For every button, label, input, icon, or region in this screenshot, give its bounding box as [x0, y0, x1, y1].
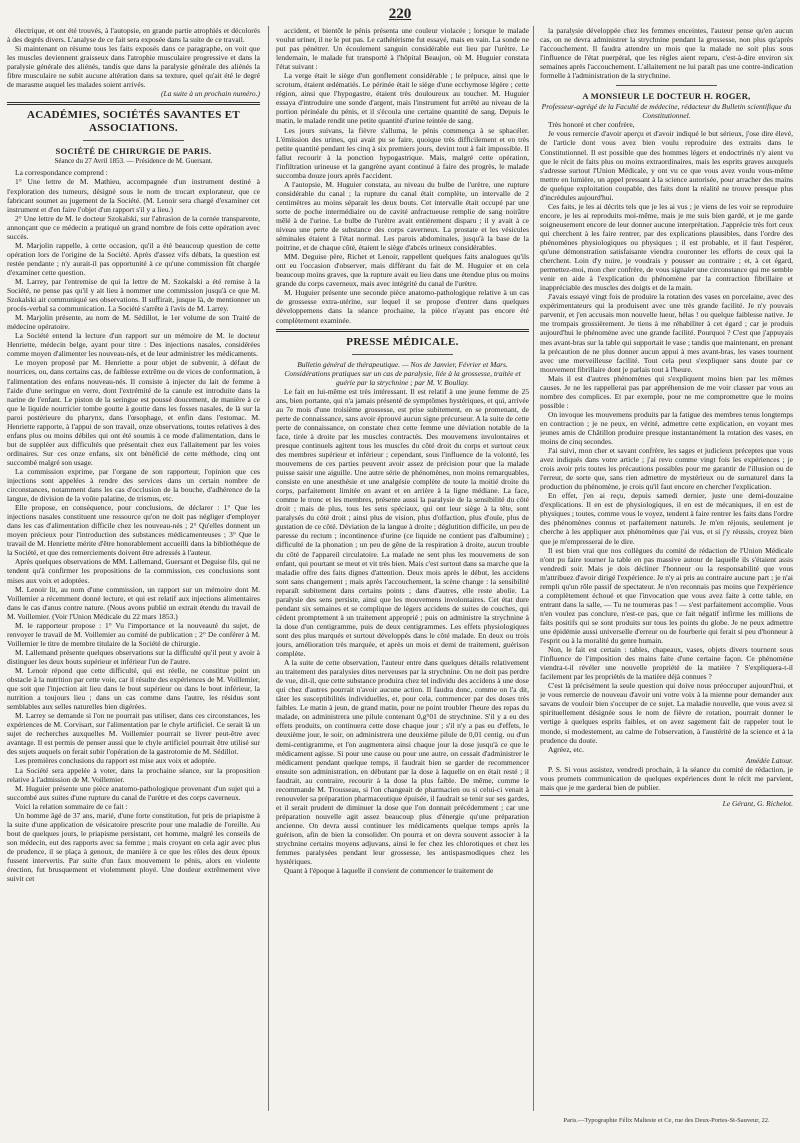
letter-addressee: A MONSIEUR LE DOCTEUR H. ROGER, — [582, 91, 751, 102]
paragraph: Les premières conclusions du rapport est mise aux voix et adoptée. — [15, 756, 216, 766]
paragraph: Elle propose, en conséquence, pour conclusions, de déclarer : 1° Que les injections nasales constituent une ressource qu'on ne doit pas négliger d'employer dans les cas d'alimentation difficile chez les nouveau-nés ; 2° Qu'elles donnent un moyen précieux pour l'introduction des substances médicamenteuses ; 3° Que le travail de M. Henriette mérite d'être honorablement accueilli dans la bibliothèque de la Société, et que des remerciements doivent être adressés à l'auteur. — [7, 503, 260, 558]
paragraph: M. Huguier présente une seconde pièce anatomo-pathologique relative à un cas de grossesse extra-utérine, sur lequel il se propose d'entrer dans quelques développemens dans la séance prochaine, la pièce n'ayant pas encore été complètement examinée. — [276, 288, 529, 325]
article-title: Considérations pratiques sur un cas de paralysie, liée à la grossesse, traitée et guérie par la strychnine ; par M. V. Boullay. — [284, 368, 521, 387]
paragraph: M. Marjolin rappelle, à cette occasion, qu'il a été beaucoup question de cette opération lors de l'origine de la Société. Après d'assez vifs débats, la question est restée pendante ; n'y aurait-il pas opportunité à ce qu'une commission fût chargée d'examiner cette question. — [7, 240, 260, 277]
paragraph: M. Lallemand présente quelques observations sur la difficulté qu'il peut y avoir à distinguer les deux bouts supérieur et inférieur l'un de l'autre. — [7, 647, 260, 666]
paragraph: En effet, j'en ai reçu, depuis samedi dernier, juste une demi-douzaine d'explications. Il en est de physiologiques, il en est de mécaniques, il en est de physiques ; toutes, comme vous le voyez, tendent à faire rentrer les faits dans l'ordre des phénomènes connus et parfaitement naturels. Je m'en réjouis, seulement je cherche à les appliquer aux phénomènes que j'ai vus, et si j'y réussis, croyez bien que je m'empresserai de le dire. — [540, 491, 793, 546]
paragraph: Après quelques observations de MM. Lallemand, Guersant et Deguise fils, qui ne tendent qu'à confirmer les propositions de la commission, ces conclusions sont mises aux voix et adoptées. — [7, 557, 260, 585]
printer-line: Paris.—Typographie Félix Malteste et Ce, rue des Deux-Portes-St-Sauveur, 22. — [563, 1117, 770, 1124]
column-right — [540, 26, 793, 1111]
section-title: PRESSE MÉDICALE. — [346, 335, 459, 348]
paragraph: J'avais essayé vingt fois de produire la rotation des vases en porcelaine, avec des expérimentateurs qui la produisent avec une très grande facilité. Je n'y pouvais parvenir, et j'en accusais mon nouvelle lueur, hélas ! ou quelque faiblesse native. Je me trompais grossièrement. Je tiens à me réhabiliter à cet égard ; car je produis aujourd'hui le phénomène avec une grande facilité. Pourquoi ? C'est que j'appuyais mes avant-bras sur la table qui supportait le vase ; tandis que maintenant, en prenant la précaution de ne plus donner aucun appui à mes avant-bras, les vases tournent avec une merveilleuse facilité. Tout cela peut s'expliquer sans doute par ce mouvement fibrillaire dont je parlais tout à l'heure. — [540, 292, 793, 374]
paragraph: M. Huguier présente une pièce anatomo-pathologique provenant d'un sujet qui a succombé aux suites d'une rupture du canal de l'urètre et des corps caverneux. — [7, 783, 260, 802]
manager-signature: Le Gérant, G. Richelot. — [722, 798, 793, 808]
paragraph: MM. Deguise père, Richet et Lenoir, rappellent quelques faits analogues qu'ils ont eu l'occasion d'observer, mais différant du fait de M. Huguier et en cela beaucoup moins graves, que la rupture avait eu lieu dans une étendue plus ou moins grande du corps caverneux, mais avec intégrité du canal de l'urètre. — [276, 252, 529, 289]
divider — [83, 140, 184, 141]
bulletin-line: Bulletin général de thérapeutique. — Nos de Janvier, Février et Mars. — [297, 359, 508, 369]
paragraph: 2° Une lettre de M. le docteur Szokalski, sur l'abrasion de la cornée transparente, annonçant que ce médecin a pratiqué un grand nombre de fois cette opération avec succès. — [7, 213, 260, 241]
column-divider — [268, 26, 269, 1111]
paragraph: Voici la relation sommaire de ce fait : — [15, 801, 128, 811]
paragraph: 1° Une lettre de M. Mathieu, accompagnée d'un instrument destiné à l'exploration des tumeurs, désigné sous le nom de trocart explorateur, que ce fabricant soumet au jugement de la Société. (M. Lenoir sera chargé d'examiner cet instrument et d'en faire l'objet d'un rapport s'il y a lieu.) — [7, 177, 260, 214]
closing: Agréez, etc. — [548, 744, 585, 754]
paragraph: La verge était le siège d'un gonflement considérable ; le prépuce, ainsi que le scrotum, étaient œdématiés. Le périnée était le siège d'une ecchymose légère ; cette région, ainsi que l'hypogastre, étaient très douloureux au toucher. M. Huguier essaya d'introduire une sonde d'argent, mais l'instrument fut arrêté au niveau de la portion périnéale du pénis, et il s'écoula une certaine quantité de sang. Depuis le matin, le malade rendit une petite quantité d'urine teintée de sang. — [276, 71, 529, 126]
paragraph: P. S. Si vous assistez, vendredi prochain, à la séance du comité de rédaction, je vous promets communication de quelques expériences dont le récit me parvient, mais que je me garderai bien de publier. — [540, 764, 793, 792]
signature: Amédée Latour. — [745, 755, 793, 765]
society-title: SOCIÉTÉ DE CHIRURGIE DE PARIS. — [55, 146, 212, 157]
paragraph: Mais il est d'autres phénomènes qui s'expliquent moins bien par les mêmes causes. Je ne les rappellerai pas par appréhension de me voir classer par vous au nombre des complices. Et par exemple, pour ne me compromettre que le moins possible : — [540, 373, 793, 410]
column-middle — [276, 26, 529, 1111]
paragraph: La Société entend la lecture d'un rapport sur un mémoire de M. le docteur Henriette, médecin belge, ayant pour titre : Des injections nasales, considérées comme moyen d'alimenter les nouveau-nés, et de leur administrer les médicaments. — [7, 331, 260, 359]
paragraph: la paralysie développée chez les femmes enceintes, l'auteur pense qu'en aucun cas, on ne devra administrer la strychnine pendant la grossesse, non plus qu'après l'accouchement. Il faudra attendre un mois que la malade ne soit plus sous l'influence de l'état puerpéral, que les règles aient reparu, c'est-à-dire environ six semaines après l'accouchement. L'allaitement ne lui paraît pas une contre-indication formelle à l'administration de la strychnine. — [540, 26, 793, 81]
paragraph: électrique, et ont été trouvés, à l'autopsie, en grande partie atrophiés et décolorés à des degrés divers. L'analyse de ce fait sera exposée dans la suite de ce travail. — [7, 26, 260, 45]
divider — [540, 795, 793, 796]
divider — [352, 354, 453, 355]
section-rule — [276, 329, 529, 332]
paragraph: M. Marjolin présente, au nom de M. Sédillot, le 1er volume de son Traité de médecine opératoire. — [7, 313, 260, 332]
paragraph: Je vous remercie d'avoir aperçu et d'avoir indiqué le but sérieux, j'ose dire élevé, de l'article dont vous avez bien voulu reproduire des extraits dans le Constitutionnel. Il est possible que des hommes légers et endoctrinés n'y aient vu que le récit de faits plus ou moins extraordinaires, mais les esprits graves auxquels s'adresse surtout l'Union Médicale, y ont vu ce que vous avez voulu vous-même mettre en lumière, un appel pressant à la science autorisée, pour arracher des mains de quelque exploitation coupable, des faits dont la réalité ne trouve presque plus d'incrédules aujourd'hui. — [540, 129, 793, 202]
paragraph: Si maintenant on résume tous les faits exposés dans ce paragraphe, on voit que les muscles deviennent graisseux dans l'atrophie musculaire progressive et dans la paralysie générale des aliénés, tandis que dans la paralysie générale des aliénés la fibre musculaire ne subit aucune altération dans sa texture, quel qu'ait été le degré de marasme auquel les malades soient arrivés. — [7, 44, 260, 90]
paragraph: accident, et bientôt le pénis présenta une couleur violacée ; lorsque le malade voulut uriner, il ne le put pas. Le cathétérisme fut essayé, mais en vain. La sonde ne put pas pénétrer. Un écoulement sanguin considérable eut lieu par l'urètre. Le lendemain, le malade fut transporté à l'hôpital Beaujon, où M. Huguier constata l'état suivant : — [276, 26, 529, 72]
paragraph: La Société sera appelée à voter, dans la prochaine séance, sur la proposition relative à l'admission de M. Voillemier. — [7, 765, 260, 784]
paragraph: A l'autopsie, M. Huguier constata, au niveau du bulbe de l'urètre, une rupture considérable du canal ; la rupture du canal était complète, un intervalle de 2 centimètres au moins séparait les deux bouts. Cet intervalle était occupé par une sorte de poche intermédiaire ou de cavité anfractueuse remplie de sang noirâtre mêlé à de l'urine. Le bulbe de l'urètre avait entièrement disparu ; il y avait à ce niveau une perte de substance des corps caverneux. La prostate et les vésicules séminales étaient à l'état normal. Les parois abdominales, jusqu'à la base de la poitrine, et de chaque côté, étaient le siège d'abcès urineux considérables. — [276, 179, 529, 253]
paragraph: Non, le fait est certain : tables, chapeaux, vases, objets divers tournent sous l'influence de l'imposition des mains faite d'une certaine façon. Ce phénomène viendra-t-il révéler une nouvelle propriété de la matière ? S'expliquera-t-il facilement par les propriétés de la matière déjà connues ? — [540, 645, 793, 682]
salutation: Très honoré et cher confrère, — [548, 120, 635, 130]
continued-note: (La suite à un prochain numéro.) — [160, 89, 260, 99]
paragraph: Le moyen proposé par M. Henriette a pour objet de subvenir, à défaut de nourrices, ou, dans certains cas, de faiblesse extrême ou de vices de conformation, à l'alimentation des enfans nouveau-nés. Il consiste à injecter du lait de femme à l'aide d'une seringue en verre, dont l'extrémité de la canule est introduite dans la narine de l'enfant. Le piston de la seringue est poussé doucement, de manière à ce que le liquide nourricier tombe goutte à goutte dans les fosses nasales, de là sur la paroi postérieure du pharynx, dans l'œsophage, et enfin dans l'estomac. M. Henriette rapporte, à l'appui de son travail, onze observations, toutes relatives à des enfans plus ou moins débiles qui ont été soumis à ce mode d'alimentation, dans le but de suppléer aux difficultés que présentait chez eux l'allaitement par les voies ordinaires. Sur ces onze enfans, six ont bénéficié de cette méthode, cinq ont succombé malgré son usage. — [7, 358, 260, 467]
paragraph: A la suite de cette observation, l'auteur entre dans quelques détails relativement au traitement des paralysies dites nerveuses par la strychnine. On ne doit pas perdre de vue, dit-il, que cette substance produira chez tel individu des accidens à une dose qui chez d'autres pourrait n'avoir aucune action. Il faudra donc, comme on l'a dit, tâter les susceptibilités individuelles, et, pour cela, commencer par des doses très faibles. Le matin à jeun, de grand matin, pour ne point troubler l'heure des repas du malade, on administrera une pilule contenant 0,g°01 de strychnine. S'il y a eu des effets produits, on continuera cette dose chaque jour ; s'il n'y a pas eu d'effets, le deuxième jour, le soir, on administrera une deuxième pilule de 0,01 centig. ou d'un demi-centigramme, et l'on augmentera ainsi chaque jour la dose jusqu'à ce que le médicament agisse. Si pour une cause ou pour une autre, on cessait d'administrer le médicament pendant quelque temps, il faudrait bien se garder de recommencer ensuite son administration, en débutant par la dose à laquelle on en était resté ; il faudrait, au contraire, recourir à la dose la plus faible. De même, comme le recommande M. Trousseau, si l'on changeait de pharmacien ou si celui-ci venait à renouveler sa préparation pharmaceutique épuisée, il faudrait se tenir sur ses gardes, et il serait prudent de diminuer la dose que l'on donnait précédemment ; car une préparation nouvelle agit assez beaucoup plus d'énergie qu'une préparation ancienne. On devra aussi continuer les médicaments quelque temps après la guérison, afin de bien la consolider. On pourra et on devra souvent associer à la strychnine certains moyens adjuvans, ainsi le fer chez les chlorotiques et chez les femmes paralysées pendant leur grossesse, les antispasmodiques chez les hystériques. — [276, 658, 529, 867]
paragraph: Un homme âgé de 37 ans, marié, d'une forte constitution, fut pris de priapisme à la suite d'une application de vésicatoire prescrite pour une maladie de l'oreille. Au bout de quelques jours, le priapisme persistant, cet homme, malgré les conseils de son médecin, eut des rapports avec sa femme ; mais croyant en cela agir avec plus de prudence, il se plaça à genoux, de manière à ce que les rôles des deux époux fussent intervertis. Par suite d'un faux mouvement le pénis, alors en violente érection, fut brusquement et violemment ployé. Une douleur extrêmement vive suivit cet — [7, 810, 260, 884]
paragraph: La correspondance comprend : — [15, 168, 108, 178]
paragraph: On invoque les mouvemens produits par la fatigue des membres tenus longtemps en contraction ; je ne peux, en vérité, admettre cette explication, en voyant mes jeunes amis de Châtillon produire presque instantanément la rotation des vases, en moins de cinq secondes. — [540, 409, 793, 447]
section-title: ACADÉMIES, SOCIÉTÉS SAVANTES ET ASSOCIATIONS. — [26, 109, 241, 135]
paragraph: Les jours suivans, la fièvre s'alluma, le pénis commença à se sphacéler. L'émission des urines, qui avait pu se faire, quoique très difficilement et en très petite quantité pendant les cinq à six premiers jours, devint tout à fait impossible. Il fallut recourir à la ponction hypogastrique. Mais, malgré cette opération, l'infiltration urineuse et la gangrène ayant continué à faire des progrès, le malade succomba douze jours après l'accident. — [276, 125, 529, 180]
paragraph: C'est là précisément la seule question qui doive nous préoccuper aujourd'hui, et je vous remercie de nouveau d'avoir uni votre voix à la mienne pour demander aux savans de vouloir bien s'occuper de ce sujet. La maladie nouvelle, que vous avez si spirituellement désignée sous le nom de fièvre de rotation, pourrait donner le vertige à quelques esprits faibles, et on avez sagement fait de rappeler tout le monde, si modestement, au calme de l'observation, à l'austérité de la science et à la prudence du doute. — [540, 681, 793, 745]
paragraph: La commission exprime, par l'organe de son rapporteur, l'opinion que ces injections sont appelées à rendre des services dans un certain nombre de circonstances, notamment dans les cas d'occlusion de la bouche, d'adhérence de la langue, de division de la voûte palatine, de trismus, etc. — [7, 466, 260, 504]
paragraph: M. le rapporteur propose : 1° Vu l'importance et la nouveauté du sujet, de renvoyer le travail de M. Voillemier au comité de publication ; 2° De conférer à M. Voillemier le titre de membre titulaire de la Société de chirurgie. — [7, 620, 260, 648]
paragraph: Il est bien vrai que nos collègues du comité de rédaction de l'Union Médicale n'ont pu faire tourner la table en pas massive autour de laquelle ils s'étaient assis vendredi soir. Mais je dois décliner l'honneur ou la responsabilité que vous m'attribuez d'avoir dirigé l'expérience. Je n'y ai pris au contraire aucune part ; je n'ai rempli qu'un rôle passif de spectateur. Je n'en reconnais pas moins que l'expérience a complètement échoué et que l'invocation que vous avez faite à cette table, en entrant dans la salle, — Tu ne tourneras pas ! — s'est parfaitement accomplie. Vous n'en voulez pas conclure, n'est-ce pas, que ce fait négatif infirme les millions de faits positifs qui se sont produits sur tous les points du globe. Je ne peux admettre une épidémie aussi universelle d'erreur ou de fourberie qui ferait si peu d'honneur à l'esprit ou à la moralité du genre humain. — [540, 545, 793, 646]
divider — [616, 85, 717, 86]
paragraph: M. Larrey se demande si l'on ne pourrait pas utiliser, dans ces circonstances, les expériences de M. Corvisart, sur l'alimentation par le chyle artificiel. Ce serait là un sujet de recherches auxquelles M. Voillemier pourrait se livrer peut-être avec avantage. Il est permis de penser aussi que le chyle artificiel pourrait être utilisé sur des sujets auquels on ferait subir l'opération de la gastrotomie de M. Sédillot. — [7, 711, 260, 757]
addressee-title: Professeur-agrégé de la Faculté de médecine, rédacteur du Bulletin scientifique du Constitutionnel. — [541, 102, 792, 121]
paragraph: M. Lenoir lit, au nom d'une commission, un rapport sur un mémoire dont M. Voillemier a récemment donné lecture, et qui est relatif aux injections alimentaires dans le cas d'anus contre nature. (Nous avons publié un extrait étendu du travail de M. Voillemier. (Voir l'Union Médicale du 22 mars 1853.) — [7, 584, 260, 621]
paragraph: Ces faits, je les ai décrits tels que je les ai vus ; je viens de les voir se reproduire encore, je les ai reproduits moi-même, mais je me suis bien gardé, et je me garde soigneusement encore de leur donner aucune interprétation. J'apprécie très fort ceux qui cherchent à les faire rentrer, par des explications plausibles, dans l'ordre des phénomènes physiologiques ou physiques ; il est probable, et il faut l'espérer, qu'une démonstration satisfaisante viendra couronner les efforts de ceux qui la cherchent. Loin d'y nuire, je voudrais y pousser au contraire ; et, à cet égard, permettez-moi, mon cher confrère, de vous signaler une circonstance qui me semble venir en aide à l'explication du phénomène par la contraction fibrillaire et inappréciable des muscles des doigts et de la main. — [540, 201, 793, 293]
section-rule — [7, 102, 260, 105]
session-line: Séance du 27 Avril 1853. — Présidence de M. Guersant. — [54, 157, 213, 166]
paragraph: M. Lenoir répond que cette difficulté, qui est réelle, ne constitue point un obstacle à la nutrition par cette voie, car il résulte des expériences de M. Voillemier, que soit que l'injection ait lieu dans le bout supérieur ou dans le bout inférieur, la nutrition a toujours lieu ; dans un cas comme dans l'autre, les résidus sont semblables aux selles naturelles bien digérées. — [7, 666, 260, 712]
column-divider — [533, 26, 534, 1111]
page-number: 220 — [388, 6, 412, 22]
paragraph: Le fait en lui-même est très intéressant. Il est relatif à une jeune femme de 25 ans, bien portante, qui n'a jamais présenté de symptômes hystériques, et qui, arrivée au 7e mois d'une troisième grossesse, est prise subitement, en se promenant, de perte de connaissance, sans avoir éprouvé aucun signe précurseur. A la suite de cette perte de connaissance, on constate chez cette femme une déviation notable de la face, tirée à droite par les muscles contractés. Des mouvemens involontaires et presque continuels agitent tous les muscles du côté droit du corps et surtout ceux des membres supérieur et inférieur ; cependant, sous l'influence de la volonté, les mouvemens de ces parties peuvent avoir assez de précision pour que la malade puisse saisir une aiguille. Une autre série de phénomènes, non moins remarquables, consiste en une anesthésie et une analgésie complète de toute la moitié droite du corps, parfaitement limitée en avant et en arrière à la ligne médiane. La face, comme le tronc et les membres, présente aussi la paralysie de la sensibilité du côté droit ; mais de plus, tous les sens spéciaux, qui ont leur siège à la tête, sont paralysés du côté droit ; ainsi plus de vision, plus d'olfaction, plus d'ouïe, plus de gustation de ce côté. Déviation de la langue à droite ; déglutition difficile, un peu de paresse du rectum ; incontinence d'urine (ce liquide ne contient pas d'albumine) ; difficulté de la phonation ; un peu de gêne de la respiration à droite, aucun trouble du côté de l'appareil circulatoire. La malade ne sent plus les mouvemens de son enfant, qui pourtant se meut et vit très bien. Mais c'est surtout dans sa marche que la maladie offre des faits dignes d'attention. Deux mois après le début, les accidens sont sans changement ; mais après l'accouchement, la scène change : la sensibilité reparaît subitement dans certains points ; dans d'autres, elle reste abolie. La paralysie des sens persiste, ainsi que les mouvemens involontaires. Cet état dure pendant six semaines et se complique de légers accidens de suites de couches, qui cèdent promptement à un traitement approprié ; puis on administre la strychnine à la dose d'un centigramme, puis de deux centigrammes. Les effets physiologiques sont des plus marqués et surtout développés dans le côté malade. En deux ou trois jours, amélioration très marquée, et après un mois et demi de traitement, guérison complète. — [276, 386, 529, 659]
paragraph: M. Larrey, par l'entremise de qui la lettre de M. Szokalski a été remise à la Société, ne pense pas qu'il y ait lieu à nommer une commission jusqu'à ce que M. Szokalski ait communiqué ses observations. Il suffirait, jusque là, de mentionner un procès-verbal sa communication. La Société s'arrête à l'avis de M. Larrey. — [7, 276, 260, 314]
paragraph: Quant à l'époque à laquelle il convient de commencer le traitement de — [284, 866, 494, 876]
paragraph: J'ai suivi, mon cher et savant confrère, les sages et judicieux préceptes que vous avez indiqués dans votre article ; j'ai revu comme vingt fois les expériences ; je crois avoir pris toutes les précautions possibles pour me garantir de l'illusion ou de l'erreur, de sorte que, sans rien admettre de mystérieux ou de surnaturel dans la production du phénomène, je crois qu'il faut encore en chercher l'explication. — [540, 446, 793, 492]
column-left — [7, 26, 260, 1111]
